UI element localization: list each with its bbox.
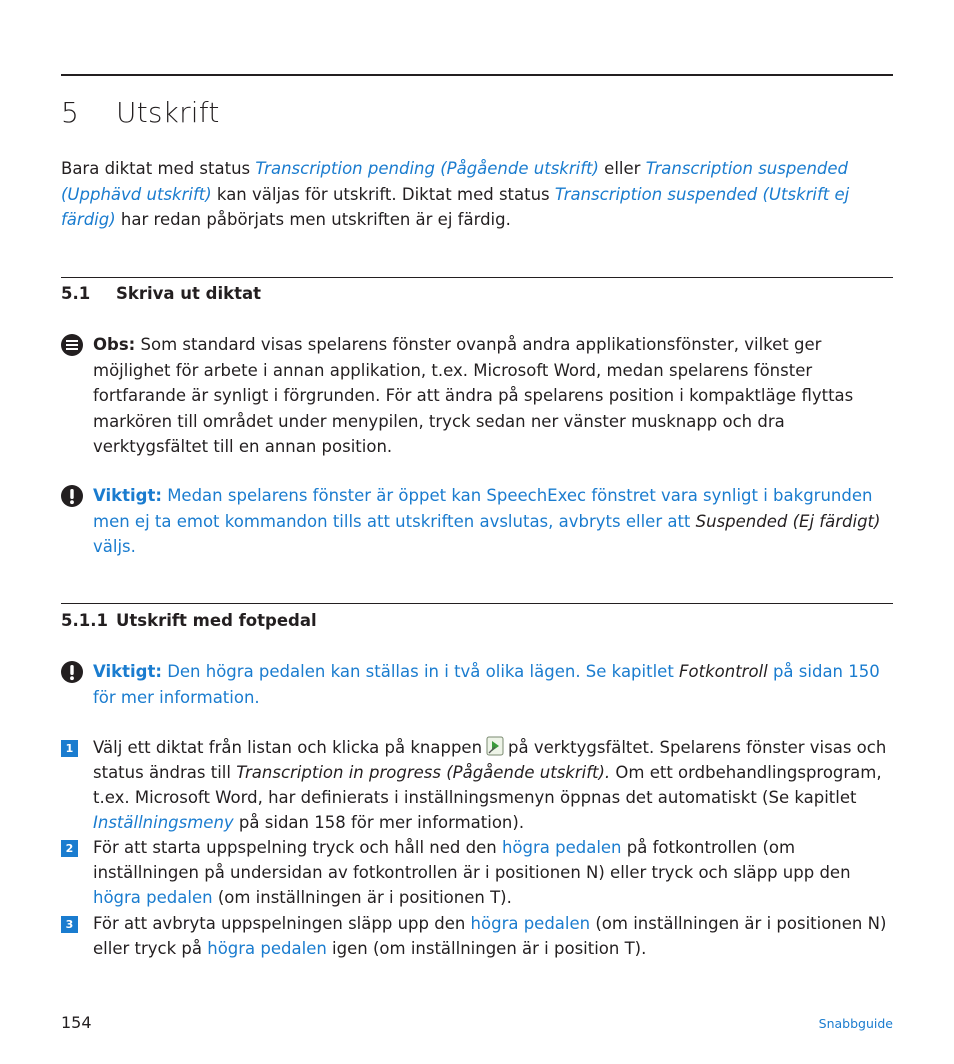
important-label-2: Viktigt: (93, 662, 162, 681)
important-text-1 (93, 483, 893, 560)
intro-text-2: eller (598, 159, 646, 178)
step-2-part-a: För att starta uppspelning tryck och håll ned den (93, 838, 502, 857)
status-suspended-unfinished-link[interactable]: Transcription suspended (Utskrift ej färdig) (61, 184, 850, 229)
page-ref-link[interactable]: på sidan 150 för mer information. (93, 662, 880, 707)
intro-paragraph (61, 156, 851, 233)
important-label-1: Viktigt: (93, 486, 162, 505)
step-1-part-f: på sidan 158 för mer information). (233, 813, 525, 832)
chapter-number: 5 (61, 96, 80, 129)
important-body-1: Medan spelarens fönster är öppet kan SpeechExec fönstret vara synligt i bakgrunden men ej ta emot kommandon tills att utskriften avslutas, avbryts eller att (93, 486, 873, 531)
subsection-heading (61, 611, 317, 630)
step-number-badge: 1 (61, 740, 78, 757)
right-pedal-link[interactable]: högra pedalen (501, 838, 622, 857)
note-block (61, 332, 893, 460)
step-3-text (93, 911, 893, 961)
step-2-part-c: på fotkontrollen (om inställningen på undersidan av fotkontrollen är i positionen N) eller tryck och släpp upp den (93, 838, 851, 882)
step-3-part-e: igen (om inställningen är i position T). (326, 939, 647, 958)
subsection-number: 5.1.1 (61, 611, 108, 630)
important-block-2 (61, 659, 893, 710)
step-2 (61, 835, 893, 910)
status-pending-link[interactable]: Transcription pending (Pågående utskrift) (255, 159, 599, 178)
step-number-badge: 2 (61, 840, 78, 857)
exclamation-icon (61, 485, 83, 507)
note-label: Obs: (93, 335, 136, 354)
important-block-1 (61, 483, 893, 560)
step-3 (61, 911, 893, 961)
step-2-text (93, 835, 893, 910)
section-rule (61, 277, 893, 278)
fotkontroll-chapter-ref: Fotkontroll (679, 662, 768, 681)
note-icon (61, 334, 83, 356)
step-3-part-a: För att avbryta uppspelningen släpp upp den (93, 914, 471, 933)
important-body-2: Den högra pedalen kan ställas in i två olika lägen. Se kapitlet (161, 662, 680, 681)
important-text-2 (93, 659, 893, 710)
suspended-status-text: Suspended (Ej färdigt) (695, 511, 881, 531)
step-3-part-c: (om inställningen är i positionen N) eller tryck på (93, 914, 887, 958)
page (61, 0, 893, 1064)
step-1-text (93, 735, 893, 835)
section-number: 5.1 (61, 284, 91, 303)
chapter-heading (61, 96, 220, 129)
important-end-1: väljs. (93, 537, 136, 556)
note-body: Som standard visas spelarens fönster ovanpå andra applikationsfönster, vilket ger möjlighet för arbete i annan applikation, t.ex. Microsoft Word, medan spelarens fönster fortfarande är synligt i förgrunden. För att ändra på spelarens position i kompaktläge flyttas markören till området under menypilen, tryck sedan ner vänster musknapp och dra verktygsfältet till en annan position. (93, 335, 854, 456)
intro-text-1: Bara diktat med status (61, 159, 256, 178)
installningsmeny-link[interactable]: Inställningsmeny (93, 813, 234, 832)
step-1-status: Transcription in progress (Pågående utskrift). (236, 763, 611, 782)
transcribe-button-icon[interactable] (486, 736, 504, 756)
step-2-part-e: (om inställningen är i positionen T). (212, 888, 512, 907)
right-pedal-link[interactable]: högra pedalen (207, 939, 327, 958)
subsection-title: Utskrift med fotpedal (116, 611, 317, 630)
step-1-part-b: på verktygsfältet. Spelarens fönster visas och status ändras till (93, 738, 887, 782)
intro-text-3: kan väljas för utskrift. Diktat med status (211, 184, 555, 204)
subsection-rule (61, 603, 893, 604)
chapter-title: Utskrift (116, 96, 220, 129)
guide-name: Snabbguide (818, 1016, 893, 1031)
intro-text-4: har redan påbörjats men utskriften är ej färdig. (115, 210, 511, 229)
exclamation-icon (61, 661, 83, 683)
right-pedal-link[interactable]: högra pedalen (93, 888, 213, 907)
step-1-part-a: Välj ett diktat från listan och klicka på knappen (93, 738, 483, 757)
section-heading (61, 284, 261, 303)
step-1 (61, 735, 893, 835)
step-1-part-d: Om ett ordbehandlingsprogram, t.ex. Microsoft Word, har definierats i inställningsmenyn öppnas det automatiskt (Se kapitlet (93, 763, 882, 807)
step-number-badge: 3 (61, 916, 78, 933)
section-title: Skriva ut diktat (116, 284, 262, 303)
top-rule (61, 74, 893, 76)
page-number: 154 (61, 1013, 92, 1032)
note-text (93, 332, 893, 460)
right-pedal-link[interactable]: högra pedalen (470, 914, 591, 933)
status-suspended-link[interactable]: Transcription suspended (Upphävd utskrift) (61, 159, 849, 204)
